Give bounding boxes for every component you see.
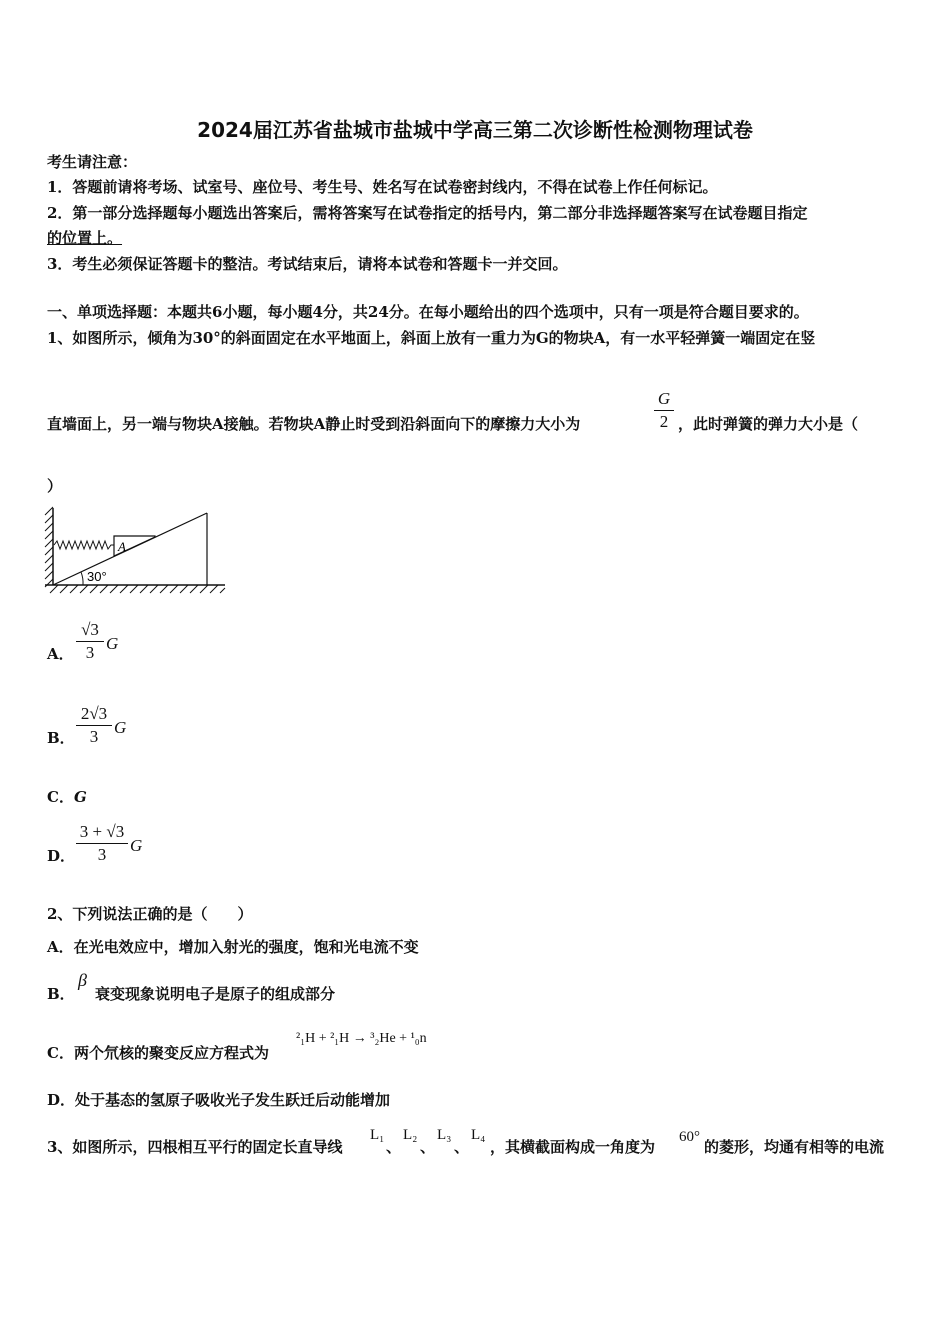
q2-stem: 2、下列说法正确的是（ ） [47,905,253,923]
section-heading: 一、单项选择题：本题共6小题，每小题4分，共24分。在每小题给出的四个选项中，只有一项是符合题目要求的。 [47,303,809,321]
q1-option-b-label: B． [47,729,75,747]
q1-option-a-den: 3 [85,643,95,662]
q2-option-b-label: B． [47,985,75,1003]
q1-option-c-label: C． [47,788,74,806]
angle-label: 30° [87,569,107,584]
q3-sep-1: 、 [386,1138,402,1156]
q1-fraction [654,389,674,432]
q3-pre: 3、如图所示，四根相互平行的固定长直导线 [47,1138,343,1156]
q2-option-c-equation: ²₁H + ²₁H → ³₂He + ¹₀n [296,1031,427,1046]
q1-option-b-num: 2√3 [80,704,108,723]
q1-line3: ） [47,477,63,495]
q1-line2-post: ，此时弹簧的弹力大小是（ [678,415,859,433]
q1-option-d-num: 3 + √3 [79,822,125,841]
q3-mid: ，其横截面构成一角度为 [490,1138,656,1156]
notice-item-2-underlined: 的位置上。 [47,229,123,247]
q3-wire-l2: L₂ [403,1127,418,1143]
q1-frac-num: G [657,389,671,408]
q1-option-c [47,788,87,806]
q1-option-d-label: D． [47,847,76,865]
q1-option-d-fraction [76,822,128,865]
q3-wire-l1: L₁ [370,1127,385,1143]
q1-line1: 1、如图所示，倾角为30°的斜面固定在水平地面上，斜面上放有一重力为G的物块A，有一水平轻弹簧一端固定在竖 [47,329,816,347]
q3-post: 的菱形，均通有相等的电流 [704,1138,885,1156]
q2-option-b-text: 衰变现象说明电子是原子的组成部分 [95,985,336,1003]
q2-option-c-text: C．两个氘核的聚变反应方程式为 [47,1044,269,1062]
q1-option-b-fraction [76,704,112,747]
q1-option-d-den: 3 [97,845,107,864]
page-title: 2024届江苏省盐城市盐城中学高三第二次诊断性检测物理试卷 [197,118,753,142]
q1-option-a-label: A． [47,645,74,663]
q1-option-b-suffix: G [114,718,127,737]
spring-shape [54,541,114,549]
q1-option-a-suffix: G [106,634,119,653]
q3-sep-3: 、 [454,1138,470,1156]
q2-beta-symbol: β [78,970,87,990]
q3-sep-2: 、 [420,1138,436,1156]
q1-line2-pre: 直墙面上，另一端与物块A接触。若物块A静止时受到沿斜面向下的摩擦力大小为 [47,415,581,433]
q1-option-c-text: G [73,788,87,806]
block-label: A [118,539,126,554]
notice-item-1: 1．答题前请将考场、试室号、座位号、考生号、姓名写在试卷密封线内，不得在试卷上作任何标记。 [47,178,718,196]
q1-option-a-fraction [76,620,104,663]
notice-heading: 考生请注意： [47,153,138,171]
q3-wire-l4: L₄ [471,1127,486,1143]
notice-item-2-cont [47,229,122,247]
q3-angle: 60° [679,1129,700,1145]
q1-option-a-num: √3 [81,620,99,639]
q2-option-a: A．在光电效应中，增加入射光的强度，饱和光电流不变 [47,938,419,956]
notice-item-2: 2．第一部分选择题每小题选出答案后，需将答案写在试卷指定的括号内，第二部分非选择题答案写在试卷题目指定 [47,204,808,222]
q1-option-b-den: 3 [89,727,99,746]
notice-item-3: 3．考生必须保证答题卡的整洁。考试结束后，请将本试卷和答题卡一并交回。 [47,255,568,273]
q1-option-d-suffix: G [130,836,143,855]
q2-option-d: D．处于基态的氢原子吸收光子发生跃迁后动能增加 [47,1091,391,1109]
q1-figure-incline [40,505,230,597]
q1-frac-den: 2 [659,412,669,431]
q3-wire-l3: L₃ [437,1127,452,1143]
